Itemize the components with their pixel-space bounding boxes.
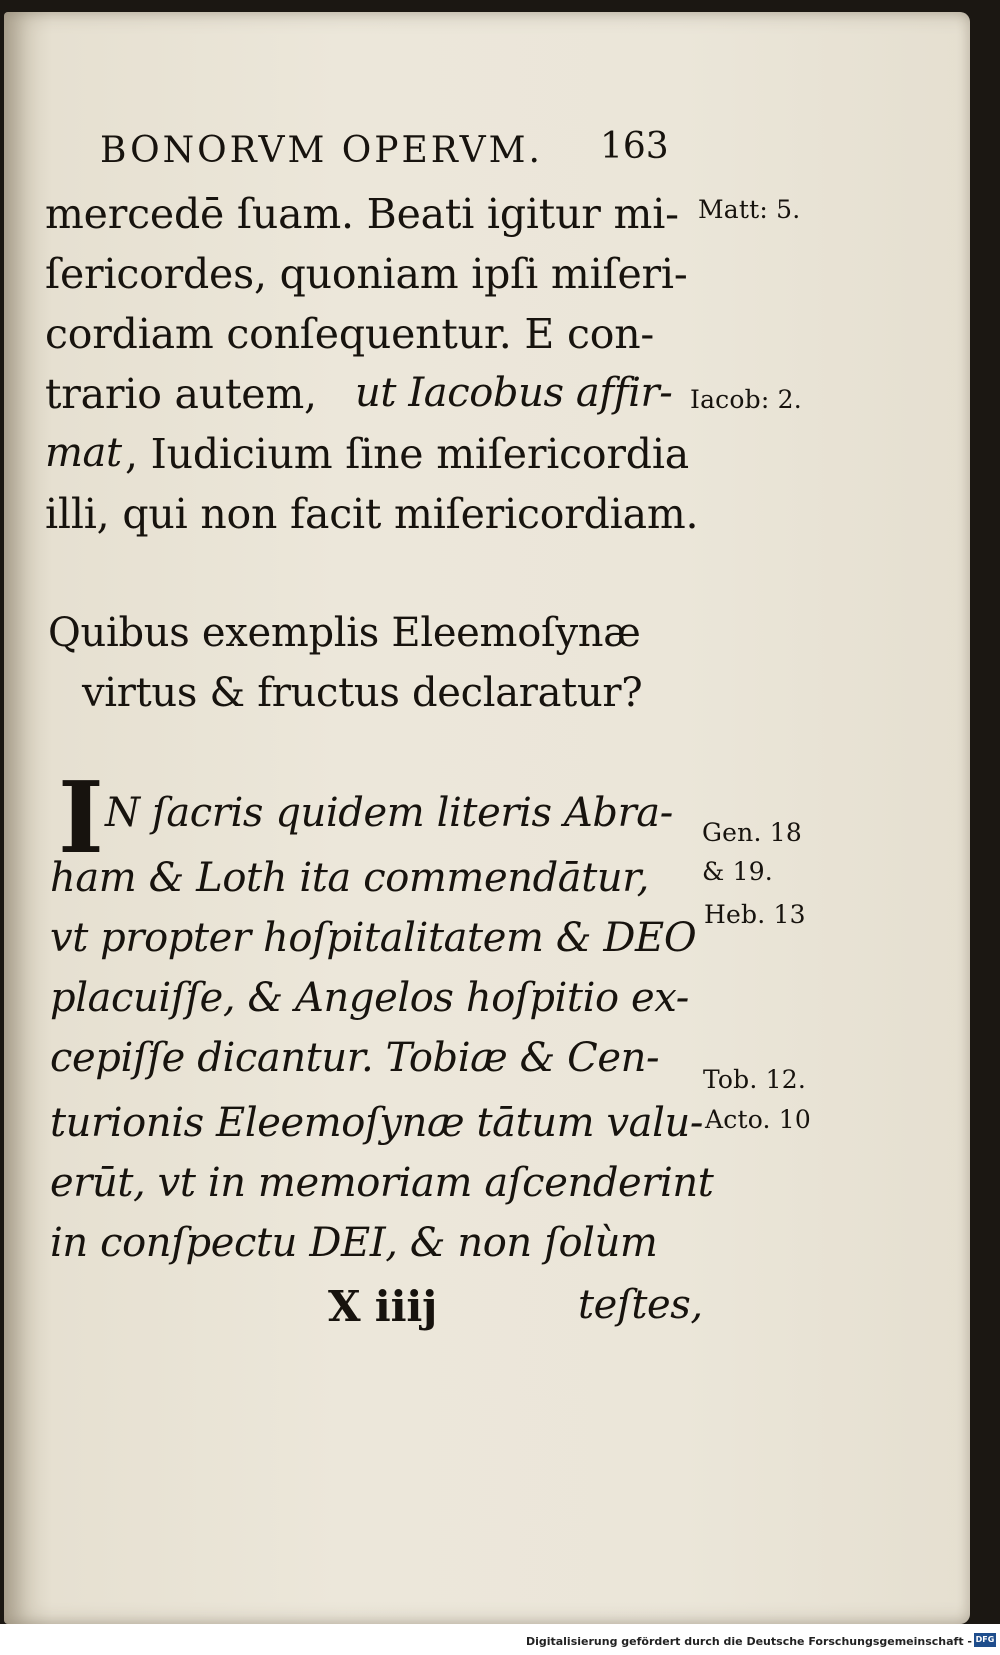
answer-line: erūt, vt in memoriam aſcenderint — [50, 1160, 714, 1206]
text-line: mercedē ſuam. Beati igitur mi- — [45, 190, 679, 238]
question-line: virtus & fructus declaratur? — [82, 670, 643, 716]
answer-line: vt propter hoſpitalitatem & DEO — [50, 915, 697, 961]
margin-note: & 19. — [702, 857, 773, 886]
running-head-title: BONORVM OPERVM. — [100, 130, 543, 171]
answer-line: in conſpectu DEI, & non ſolùm — [50, 1220, 658, 1266]
text-line: illi, qui non facit miſericordiam. — [45, 490, 699, 538]
margin-note: Iacob: 2. — [690, 385, 802, 414]
answer-line: placuiſſe, & Angelos hoſpitio ex- — [50, 975, 689, 1021]
dfg-logo-icon: DFG — [974, 1633, 996, 1647]
answer-line: ham & Loth ita commendātur, — [50, 855, 649, 901]
text-line-roman: trario autem, — [45, 370, 317, 418]
drop-cap: I — [58, 761, 104, 876]
signature-mark: X iiij — [328, 1282, 438, 1331]
catchword: teſtes, — [578, 1282, 703, 1328]
answer-line: turionis Eleemoſynæ tātum valu- — [50, 1100, 703, 1146]
margin-note: Matt: 5. — [698, 195, 801, 224]
margin-note: Acto. 10 — [705, 1105, 812, 1134]
text-line: ſericordes, quoniam ipſi miſeri- — [45, 250, 688, 298]
question-line: Quibus exemplis Eleemoſynæ — [48, 610, 641, 656]
margin-note: Heb. 13 — [704, 900, 806, 929]
answer-line: cepiſſe dicantur. Tobiæ & Cen- — [50, 1035, 660, 1081]
text-line-italic: ut Iacobus affir- — [355, 370, 673, 416]
margin-note: Tob. 12. — [703, 1065, 807, 1094]
page-number: 163 — [600, 126, 669, 167]
text-line: cordiam conſequentur. E con- — [45, 310, 655, 358]
text-line-roman: , Iudicium ſine miſericordia — [125, 430, 689, 478]
margin-note: Gen. 18 — [702, 818, 802, 847]
digitization-credit: Digitalisierung gefördert durch die Deutsche Forschungsgemeinschaft - — [525, 1635, 972, 1648]
text-line-italic: mat — [45, 430, 122, 476]
answer-line: N ſacris quidem literis Abra- — [105, 790, 673, 836]
